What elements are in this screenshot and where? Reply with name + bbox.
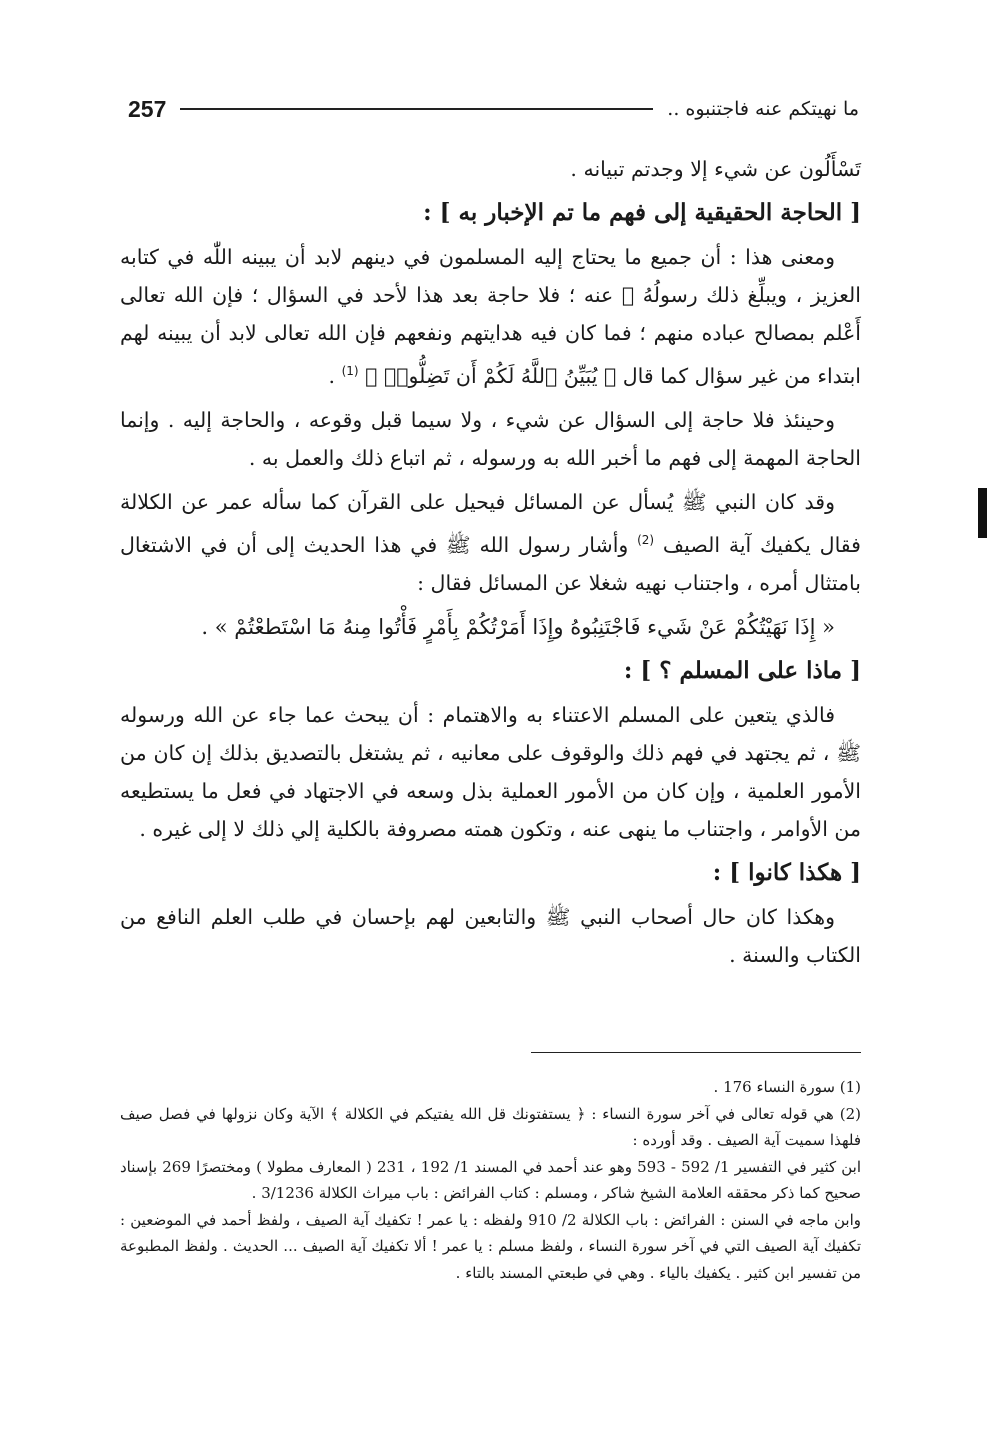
footnote-divider: [531, 1052, 861, 1053]
paragraph-4-text: وقد كان النبي ﷺ يُسأل عن المسائل فيحيل على القرآن كما سأله عمر عن الكلالة فقال يكفيك آية الصيف: [120, 489, 861, 557]
footnote-ref-2: (2): [637, 532, 655, 547]
footnote-1: (1) سورة النساء 176 .: [713, 1078, 861, 1096]
section-heading-1: [ الحاجة الحقيقية إلى فهم ما تم الإخبار به ] :: [423, 199, 861, 226]
section-heading-2: [ ماذا على المسلم ؟ ] :: [623, 656, 861, 684]
footnote-ref-1: (1): [341, 364, 359, 378]
paragraph-2-end: .: [328, 363, 342, 388]
page-number: 257: [128, 95, 167, 122]
hadith-quote: « إِذَا نَهَيْتُكُمْ عَنْ شَيء فَاجْتَنِبُوهُ وإِذَا أَمَرْتُكُمْ بِأَمْرٍ فَأْتُوا مِنهُ مَا اسْتَطعْتُمْ » .: [201, 614, 835, 639]
header-rule: [180, 108, 653, 110]
paragraph-2: [120, 238, 861, 395]
paragraph-2-text: ومعنى هذا : أن جميع ما يحتاج إليه المسلمون في دينهم لابد أن يبينه اللّٰه في كتابه العزيز ، ويبلِّغ ذلك رسولُهُ ﷺ عنه ؛ فلا حاجة بعد هذا لأحد في السؤال ؛ فإن الله تعالى أَعْلم بمصالح عباده منهم ؛ فما كان فيه هدايتهم ونفعهم فإن الله تعالى لابد أن يبينه لهم ابتداء من غير سؤال كما قال ﴿ يُبَيِّنُ ٱللَّهُ لَكُمْ أَن تَضِلُّوا۟ ﴾: [120, 245, 861, 388]
footnote-2-sources: ابن كثير في التفسير 1/ 592 - 593 وهو عند أحمد في المسند 1/ 192 ، 231 ( المعارف مطولا ) ومختصرًا 269 بإسناد صحيح كما ذكر محققه العلامة الشيخ شاكر ، ومسلم : كتاب الفرائض : باب ميراث الكلالة 3/1236 .: [120, 1157, 862, 1202]
paragraph-6: وهكذا كان حال أصحاب النبي ﷺ والتابعين لهم بإحسان في طلب العلم النافع من الكتاب والسنة .: [120, 904, 861, 967]
running-title: ما نهيتكم عنه فاجتنبوه ..: [667, 98, 859, 120]
paragraph-4-cont: وأشار رسول الله ﷺ في هذا الحديث إلى أن في الاشتغال بامتثال أمره ، واجتناب نهيه شغلا عن المسائل فقال :: [120, 532, 861, 595]
page-header: [128, 94, 859, 124]
footnote-2-sources-cont: وابن ماجه في السنن : الفرائض : باب الكلالة 2/ 910 ولفظه : يا عمر ! تكفيك آية الصيف ، ولفظ أحمد في الموضعين : تكفيك آية الصيف التي في آخر سورة النساء ، ولفظ مسلم : يا عمر ! ألا تكفيك آية الصيف ... الحديث . ولفظ المطبوعة من تفسير ابن كثير . يكفيك بالياء . وهي في طبعتي المسند بالتاء .: [120, 1210, 861, 1282]
paragraph-5: فالذي يتعين على المسلم الاعتناء به والاهتمام : أن يبحث عما جاء عن الله ورسوله ﷺ ، ثم يجتهد في فهم ذلك والوقوف على معانيه ، ثم يشتغل بالتصديق بذلك إن كان من الأمور العلمية ، وإن كان من الأمور العملية بذل وسعه في الاجتهاد في فعل ما يستطيعه من الأوامر ، واجتناب ما ينهى عنه ، وتكون همته مصروفة بالكلية إلي ذلك لا إلى غيره .: [120, 702, 861, 841]
footnotes: [120, 1074, 861, 1286]
footnote-2: (2) هي قوله تعالى في آخر سورة النساء : ﴿ يستفتونك قل الله يفتيكم في الكلالة ﴾ الآية وكان نزولها في فصل صيف فلهذا سميت آية الصيف . وقد أورده :: [120, 1104, 861, 1149]
page-body: [120, 150, 861, 980]
paragraph-1: تَسْأَلُون عن شيء إلا وجدتم تبيانه .: [570, 157, 861, 181]
paragraph-3: وحينئذ فلا حاجة إلى السؤال عن شيء ، ولا سيما قبل وقوعه ، والحاجة إليه . وإنما الحاجة المهمة إلى فهم ما أخبر الله به ورسوله ، ثم اتباع ذلك والعمل به .: [120, 407, 861, 470]
section-heading-3: [ هكذا كانوا ] :: [712, 858, 861, 886]
paragraph-4: [120, 483, 861, 602]
edge-thumb-mark: [978, 488, 987, 538]
